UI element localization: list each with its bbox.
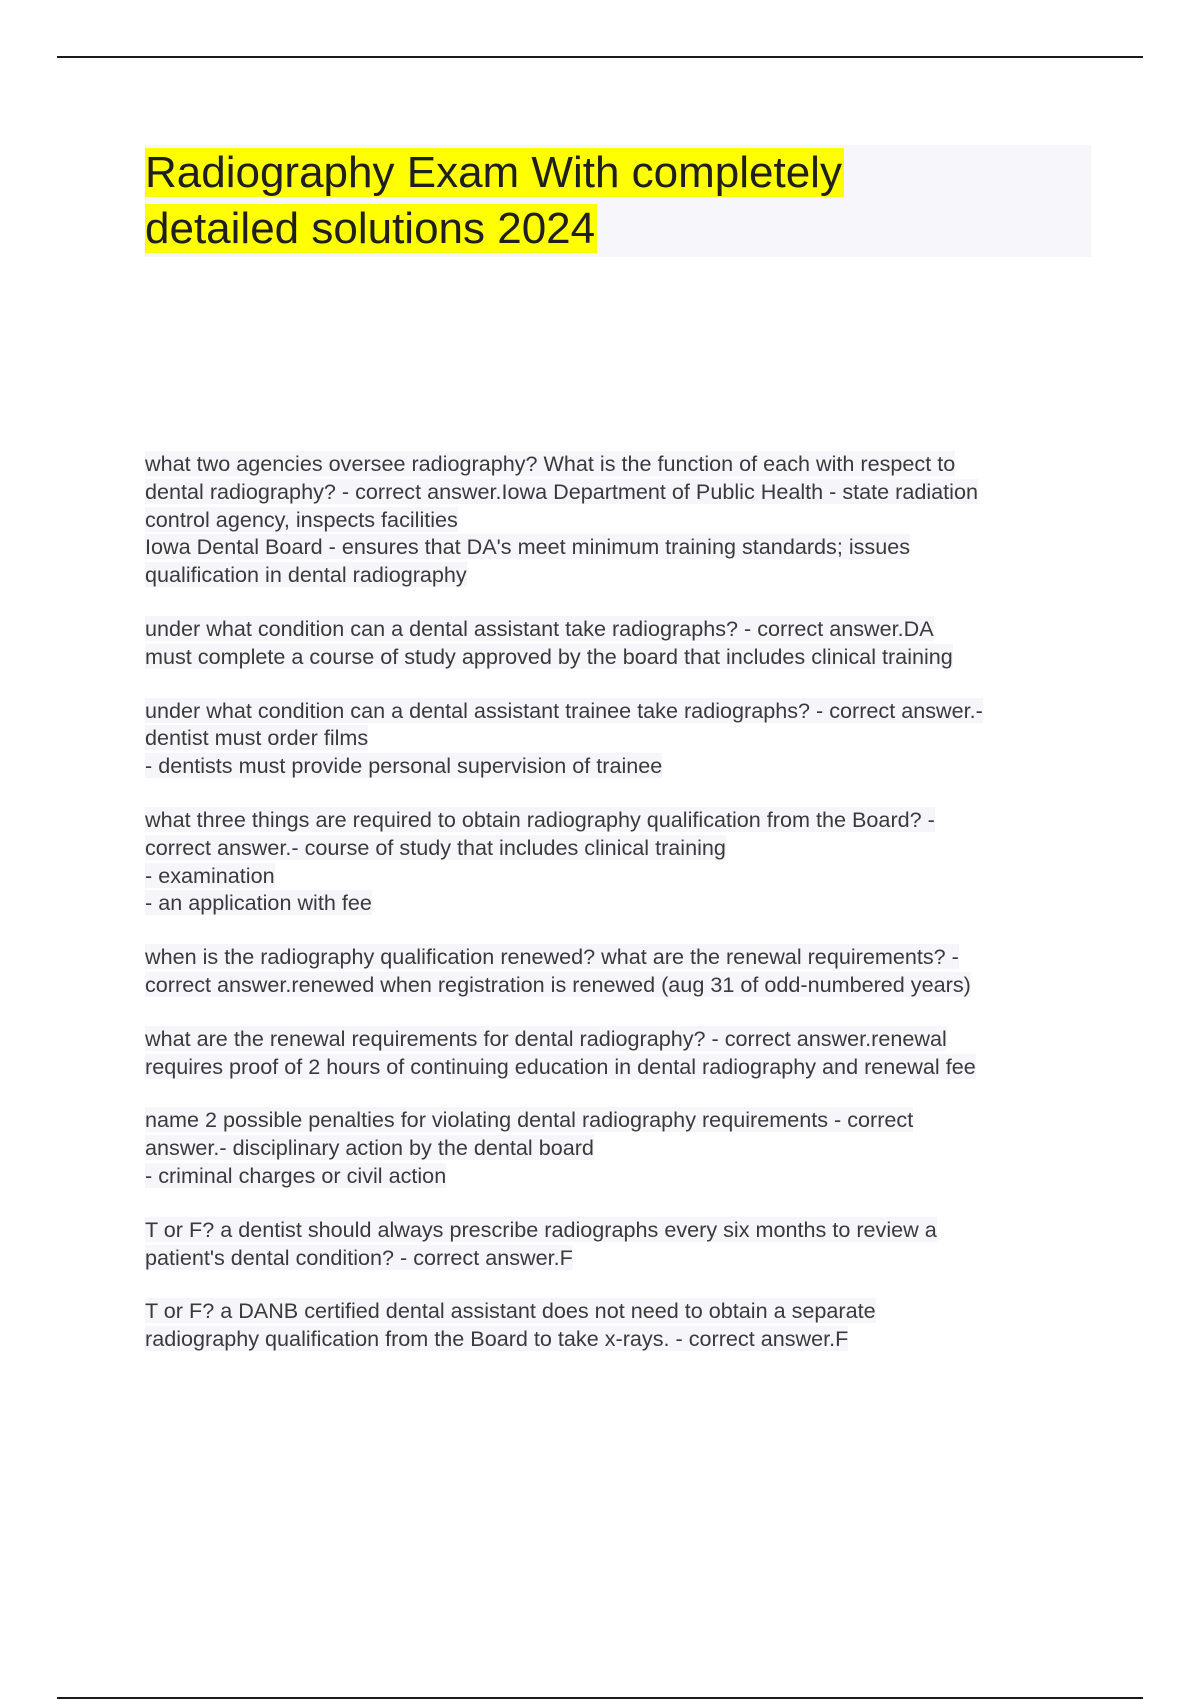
qa-line	[145, 450, 1095, 478]
qa-line	[145, 643, 1095, 671]
qa-line-text: dentist must order films	[145, 725, 369, 751]
qa-line-text: under what condition can a dental assistant take radiographs? - correct answer.DA	[145, 615, 934, 641]
qa-line	[145, 1106, 1095, 1134]
qa-line-text: qualification in dental radiography	[145, 562, 467, 588]
qa-line	[145, 561, 1095, 589]
qa-line-text: what two agencies oversee radiography? What is the function of each with respect to	[145, 451, 956, 476]
qa-item	[145, 943, 1095, 999]
title-block	[145, 145, 1091, 257]
qa-line-text: - an application with fee	[145, 890, 372, 916]
qa-line-text: - dentists must provide personal supervision of trainee	[145, 753, 663, 779]
qa-line-text: name 2 possible penalties for violating dental radiography requirements - correct	[145, 1107, 914, 1133]
qa-line	[145, 1134, 1095, 1162]
qa-line	[145, 478, 1095, 506]
qa-item	[145, 1025, 1095, 1081]
qa-line	[145, 1325, 1095, 1353]
qa-line-text: requires proof of 2 hours of continuing education in dental radiography and renewal fee	[145, 1053, 976, 1079]
qa-line	[145, 1025, 1095, 1053]
qa-item	[145, 697, 1095, 780]
qa-line-text: must complete a course of study approved by the board that includes clinical training	[145, 643, 953, 669]
qa-list	[145, 450, 1095, 1379]
qa-line	[145, 971, 1095, 999]
qa-line	[145, 1297, 1095, 1325]
qa-line-text: dental radiography? - correct answer.Iowa Department of Public Health - state radiation	[145, 478, 978, 504]
qa-item	[145, 1297, 1095, 1353]
qa-item	[145, 806, 1095, 917]
qa-line-text: T or F? a dentist should always prescribe radiographs every six months to review a	[145, 1216, 937, 1242]
qa-line-text: T or F? a DANB certified dental assistant does not need to obtain a separate	[145, 1298, 876, 1324]
qa-line-text: under what condition can a dental assistant trainee take radiographs? - correct answer.-	[145, 697, 983, 723]
qa-line	[145, 862, 1095, 890]
qa-line	[145, 889, 1095, 917]
qa-line-text: radiography qualification from the Board to take x-rays. - correct answer.F	[145, 1326, 849, 1352]
qa-line-text: correct answer.renewed when registration is renewed (aug 31 of odd-numbered years)	[145, 971, 971, 997]
qa-item	[145, 450, 1095, 589]
qa-line	[145, 1216, 1095, 1244]
qa-line-text: what three things are required to obtain radiography qualification from the Board? -	[145, 806, 935, 832]
qa-item	[145, 615, 1095, 671]
qa-item	[145, 1216, 1095, 1272]
qa-line	[145, 697, 1095, 725]
qa-line-text: control agency, inspects facilities	[145, 506, 458, 532]
title-line-2: detailed solutions 2024	[145, 204, 596, 253]
qa-line	[145, 834, 1095, 862]
qa-line	[145, 752, 1095, 780]
qa-line-text: patient's dental condition? - correct answer.F	[145, 1244, 573, 1270]
bottom-rule	[57, 1697, 1143, 1699]
qa-line-text: - criminal charges or civil action	[145, 1162, 447, 1188]
qa-line	[145, 724, 1095, 752]
qa-item	[145, 1106, 1095, 1189]
qa-line-text: answer.- disciplinary action by the dental board	[145, 1135, 594, 1161]
qa-line	[145, 533, 1095, 561]
qa-line	[145, 943, 1095, 971]
qa-line	[145, 806, 1095, 834]
qa-line-text: what are the renewal requirements for dental radiography? - correct answer.renewal	[145, 1025, 947, 1051]
qa-line-text: correct answer.- course of study that includes clinical training	[145, 834, 726, 860]
qa-line-text: when is the radiography qualification renewed? what are the renewal requirements? -	[145, 944, 959, 970]
qa-line-text: Iowa Dental Board - ensures that DA's meet minimum training standards; issues	[145, 534, 911, 560]
qa-line	[145, 1244, 1095, 1272]
top-rule	[57, 56, 1143, 58]
qa-line	[145, 1053, 1095, 1081]
page-title	[145, 145, 1091, 257]
qa-line	[145, 615, 1095, 643]
qa-line	[145, 506, 1095, 534]
title-line-1: Radiography Exam With completely	[145, 148, 842, 197]
qa-line-text: - examination	[145, 862, 275, 888]
qa-line	[145, 1162, 1095, 1190]
